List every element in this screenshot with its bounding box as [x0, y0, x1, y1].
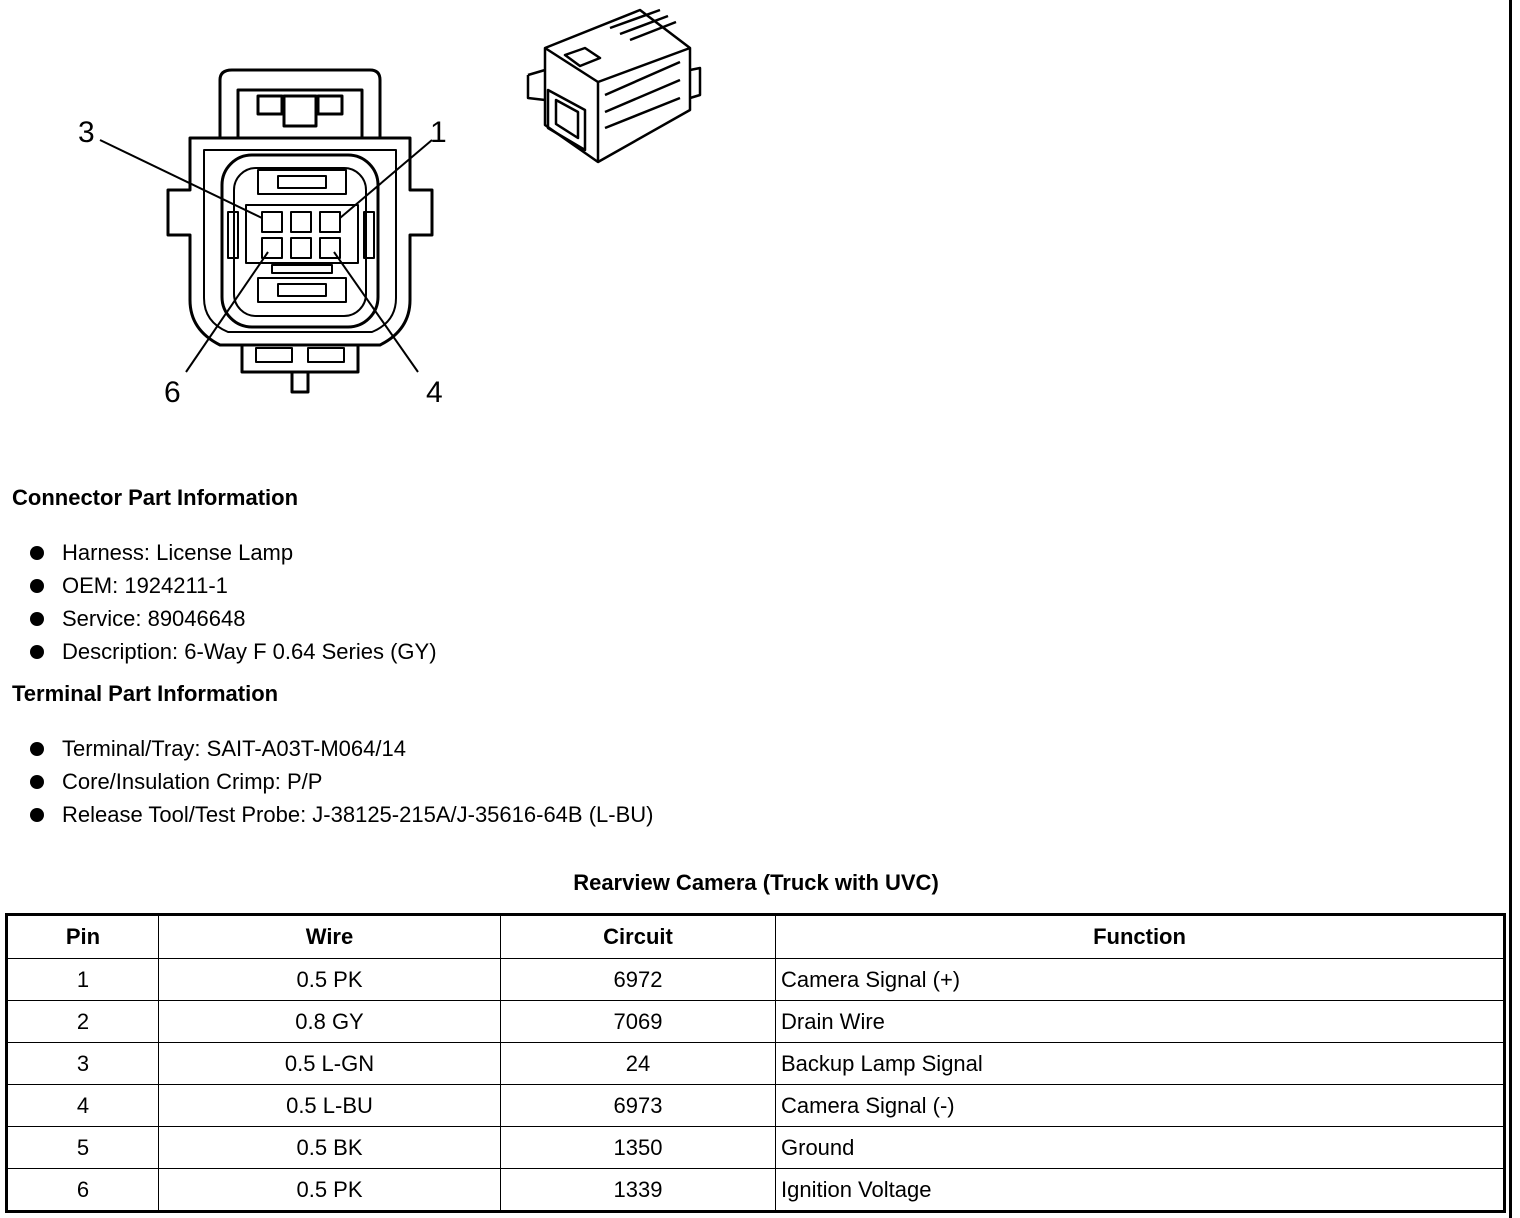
table-row — [7, 1043, 1505, 1085]
table-header-row — [7, 915, 1505, 959]
connector-isometric-view — [515, 0, 715, 175]
cell-pin: 4 — [7, 1085, 159, 1127]
cell-pin: 3 — [7, 1043, 159, 1085]
list-item: OEM: 1924211-1 — [28, 569, 437, 602]
terminal-part-info-heading: Terminal Part Information — [12, 681, 279, 706]
cell-wire: 0.5 PK — [159, 1169, 501, 1212]
cell-circuit: 24 — [501, 1043, 776, 1085]
connector-part-info-heading: Connector Part Information — [12, 485, 299, 510]
page-right-border — [1509, 0, 1512, 1218]
cell-circuit: 7069 — [501, 1001, 776, 1043]
cell-wire: 0.5 PK — [159, 959, 501, 1001]
terminal-part-info-list — [28, 732, 653, 831]
cell-wire: 0.5 L-GN — [159, 1043, 501, 1085]
cell-pin: 5 — [7, 1127, 159, 1169]
header-pin: Pin — [7, 915, 159, 959]
table-title: Rearview Camera (Truck with UVC) — [573, 870, 939, 895]
cell-pin: 1 — [7, 959, 159, 1001]
table-row — [7, 1169, 1505, 1212]
cell-function: Drain Wire — [776, 1001, 1505, 1043]
header-function: Function — [776, 915, 1505, 959]
table-row — [7, 1127, 1505, 1169]
cell-function: Ground — [776, 1127, 1505, 1169]
header-wire: Wire — [159, 915, 501, 959]
list-item: Core/Insulation Crimp: P/P — [28, 765, 653, 798]
connector-face-diagram — [60, 0, 480, 420]
list-item: Terminal/Tray: SAIT-A03T-M064/14 — [28, 732, 653, 765]
cell-pin: 2 — [7, 1001, 159, 1043]
cell-pin: 6 — [7, 1169, 159, 1212]
list-item: Release Tool/Test Probe: J-38125-215A/J-35616-64B (L-BU) — [28, 798, 653, 831]
pin-label-4: 4 — [426, 376, 443, 409]
pin-label-1: 1 — [430, 116, 447, 149]
cell-circuit: 1350 — [501, 1127, 776, 1169]
table-row — [7, 959, 1505, 1001]
list-item: Harness: License Lamp — [28, 536, 437, 569]
pinout-table — [5, 913, 1506, 1213]
cell-function: Camera Signal (+) — [776, 959, 1505, 1001]
cell-circuit: 1339 — [501, 1169, 776, 1212]
connector-part-info-list — [28, 536, 437, 668]
cell-circuit: 6972 — [501, 959, 776, 1001]
list-item: Description: 6-Way F 0.64 Series (GY) — [28, 635, 437, 668]
cell-circuit: 6973 — [501, 1085, 776, 1127]
cell-wire: 0.8 GY — [159, 1001, 501, 1043]
table-row — [7, 1001, 1505, 1043]
header-circuit: Circuit — [501, 915, 776, 959]
list-item: Service: 89046648 — [28, 602, 437, 635]
cell-function: Camera Signal (-) — [776, 1085, 1505, 1127]
cell-wire: 0.5 L-BU — [159, 1085, 501, 1127]
pin-label-6: 6 — [164, 376, 181, 409]
cell-function: Backup Lamp Signal — [776, 1043, 1505, 1085]
cell-wire: 0.5 BK — [159, 1127, 501, 1169]
cell-function: Ignition Voltage — [776, 1169, 1505, 1212]
table-row — [7, 1085, 1505, 1127]
pin-label-3: 3 — [78, 116, 95, 149]
